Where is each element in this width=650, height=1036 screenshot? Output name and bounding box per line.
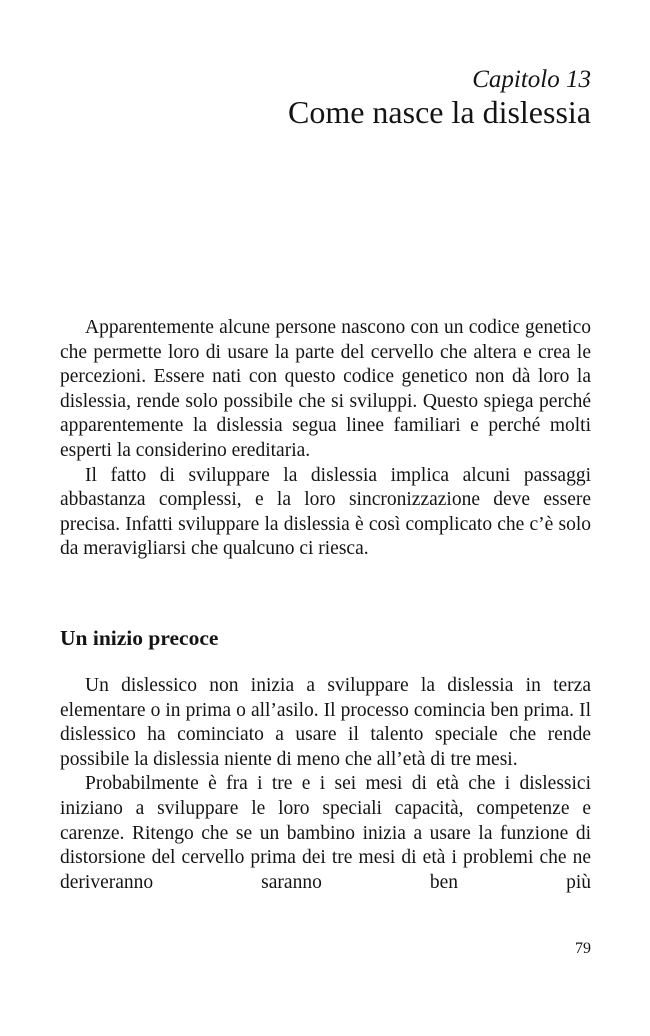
paragraph: Il fatto di sviluppare la dislessia implica alcuni passaggi abbastanza complessi, e la loro sincronizzazione deve essere precisa. Infatti sviluppare la dislessia è così complicato che c’è solo da meravigliarsi che qualcuno ci riesca. — [60, 464, 591, 560]
paragraph: Un dislessico non inizia a sviluppare la dislessia in terza elementare o in prima o all’asilo. Il processo comincia ben prima. Il dislessico ha cominciato a usare il talento speciale che rende possibile la dislessia niente di meno che all’età di tre mesi. — [60, 675, 591, 770]
chapter-title: Come nasce la dislessia — [287, 94, 591, 130]
chapter-number: Capitolo 13 — [472, 66, 591, 93]
book-page — [60, 0, 591, 1036]
paragraph: Apparentemente alcune persone nascono con un codice genetico che permette loro di usare la parte del cervello che altera e crea le percezioni. Essere nati con questo codice genetico non dà loro la dislessia, rende solo possibile che si sviluppi. Questo spiega perché apparentemente la dislessia segua linee familiari e perché molti esperti la considerino ereditaria. — [60, 317, 591, 461]
section-text — [60, 674, 591, 895]
page-number: 79 — [575, 940, 591, 957]
section-heading: Un inizio precoce — [60, 626, 219, 650]
intro-text — [60, 316, 591, 562]
paragraph: Probabilmente è fra i tre e i sei mesi di età che i dislessici iniziano a sviluppare le loro speciali capacità, competenze e carenze. Ritengo che se un bambino inizia a usare la funzione di distorsione del cervello prima dei tre mesi di età i problemi che ne deriveranno saranno ben più — [60, 773, 591, 893]
chapter-header — [288, 66, 591, 130]
